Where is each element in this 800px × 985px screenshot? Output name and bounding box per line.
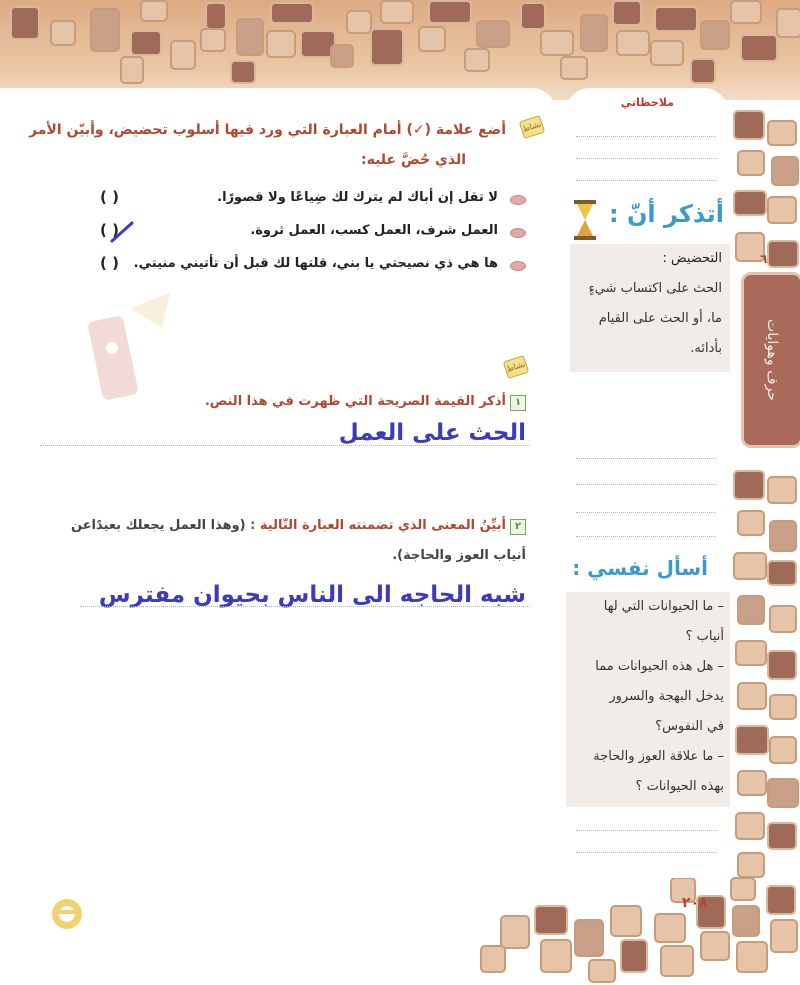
decorative-tile	[520, 2, 546, 30]
decorative-tile	[620, 939, 648, 973]
decorative-tile	[346, 10, 372, 34]
notes-line	[576, 852, 716, 853]
decorative-tile	[733, 552, 767, 580]
decorative-tile	[735, 812, 765, 840]
decorative-tile	[654, 6, 698, 32]
page-number: ٢٠٨	[682, 895, 708, 911]
bullet-icon	[510, 261, 526, 271]
decorative-tile	[767, 560, 797, 586]
chapter-tab-label: حرف وهوايات	[764, 319, 780, 401]
decorative-tile	[771, 156, 799, 186]
decorative-tile	[540, 939, 572, 973]
decorative-tile	[769, 520, 797, 552]
ask-title: أسأل نفسي :	[572, 556, 708, 580]
question-1: ١أذكر القيمة الصريحة التي ظهرت في هذا النص.	[106, 394, 526, 411]
answer-2[interactable]: شبه الحاجه الى الناس بحيوان مفترس	[98, 582, 526, 608]
pencil-badge-icon: نشاط	[503, 355, 529, 379]
hourglass-icon	[570, 198, 600, 242]
decorative-tile	[769, 736, 797, 764]
decorative-tile	[330, 44, 354, 68]
checkbox-parentheses[interactable]: ( )	[100, 188, 119, 206]
decorative-tile	[660, 945, 694, 977]
decorative-tile	[730, 877, 756, 901]
decorative-tile	[737, 595, 765, 625]
notes-label: ملاحظاتي	[620, 96, 674, 109]
decorative-tile	[733, 190, 767, 216]
decorative-tile	[380, 0, 414, 24]
list-item: ها هي ذي نصيحتي يا بني، قلتها لك قبل أن تأتيني منيتي. ( )	[40, 256, 526, 278]
decorative-tile	[736, 941, 768, 973]
notes-sidebar	[566, 88, 728, 878]
decorative-tile	[776, 8, 800, 38]
decorative-tile	[10, 6, 40, 40]
decorative-tile	[767, 196, 797, 224]
decorative-tile	[767, 476, 797, 504]
decorative-tile	[735, 640, 767, 666]
chapter-number: ٦	[760, 252, 768, 266]
answer-line	[40, 445, 530, 446]
remember-title: أتذكر أنّ :	[608, 200, 724, 228]
decorative-tile	[770, 919, 798, 953]
decorative-tile	[737, 510, 765, 536]
decorative-tile	[476, 20, 510, 48]
notes-line	[576, 180, 716, 181]
answer-line	[80, 606, 530, 607]
notes-line	[576, 158, 716, 159]
decorative-tile	[767, 822, 797, 850]
decorative-tile	[740, 34, 778, 62]
notes-line	[576, 512, 716, 513]
decorative-tile	[700, 20, 730, 50]
list-item: لا تقل إن أباك لم يترك لك ضِياعًا ولا قصورًا. ( )	[40, 190, 526, 212]
exercise-header: أضع علامة (✓) أمام العبارة التي ورد فيها أسلوب تحضيض، وأبيّن الأمر	[29, 122, 506, 138]
decorative-tile	[540, 30, 574, 56]
decorative-tile	[236, 18, 264, 56]
decorative-tile	[370, 28, 404, 66]
decorative-tile	[574, 919, 604, 957]
decorative-tile	[428, 0, 472, 24]
remember-note: التحضيض : الحث على اكتساب شيءٍ ما، أو الحث على القيام بأدائه.	[570, 244, 730, 372]
bullet-icon	[510, 228, 526, 238]
decorative-tile	[130, 30, 162, 56]
decorative-tile	[767, 120, 797, 146]
decorative-tile	[733, 470, 765, 500]
decorative-tile	[733, 110, 765, 140]
checkbox-parentheses[interactable]: ( )	[100, 254, 119, 272]
decorative-tile	[767, 778, 799, 808]
question-2-continued: أنياب العوز والحاجة).	[392, 548, 526, 563]
decorative-tile	[560, 56, 588, 80]
notes-line	[576, 830, 716, 831]
decorative-tile	[610, 905, 642, 937]
decorative-tile	[170, 40, 196, 70]
decorative-tile	[90, 8, 120, 52]
notes-line	[576, 136, 716, 137]
notes-line	[576, 484, 716, 485]
decorative-tile	[140, 0, 168, 22]
decorative-tiles-right	[727, 100, 800, 880]
decorative-tile	[200, 28, 226, 52]
main-panel	[0, 88, 556, 878]
decorative-tile	[732, 905, 760, 937]
exercise-header-continued: الذي حُضَّ عليه:	[361, 152, 466, 168]
chapter-tab	[741, 272, 800, 448]
decorative-tile	[769, 605, 797, 633]
decorative-tiles-bottom	[470, 875, 800, 985]
decorative-tile	[266, 30, 296, 58]
decorative-tile	[616, 30, 650, 56]
decorative-tile	[500, 915, 530, 949]
decorative-tile	[612, 0, 642, 26]
checkmark-stroke-icon	[108, 219, 138, 245]
decorative-tile	[270, 2, 314, 24]
question-2: ٢أبيِّنُ المعنى الذي تضمنته العبارة التّالية : (وهذا العمل يجعلك بعيدًاعن	[46, 518, 526, 535]
decorative-tile	[737, 770, 767, 796]
decorative-tile	[690, 58, 716, 84]
bullet-icon	[510, 195, 526, 205]
decorative-tile	[767, 240, 799, 268]
decorative-tile	[737, 150, 765, 176]
decorative-tile	[700, 931, 730, 961]
decorative-tile	[737, 682, 767, 710]
decorative-tile	[205, 2, 227, 30]
decorative-tile	[418, 26, 446, 52]
decorative-tile	[534, 905, 568, 935]
publisher-logo-icon	[48, 888, 86, 932]
checkbox-parentheses[interactable]: ( )	[100, 221, 119, 239]
notes-line	[576, 458, 716, 459]
decorative-tile	[580, 14, 608, 52]
pencil-character-watermark-icon	[70, 288, 180, 438]
decorative-tile	[735, 725, 769, 755]
decorative-tile	[766, 885, 796, 915]
decorative-tile	[120, 56, 144, 84]
decorative-tile	[50, 20, 76, 46]
ask-note: – ما الحيوانات التي لها أنياب ؟ – هل هذه الحيوانات مما يدخل البهجة والسرور في النفوس؟ – ما علاقة العوز والحاجة بهذه الحيوانات ؟	[566, 592, 730, 807]
answer-1[interactable]: الحث على العمل	[338, 420, 526, 446]
decorative-tile	[480, 945, 506, 973]
pencil-badge-icon: نشاط	[519, 115, 545, 139]
decorative-tile	[230, 60, 256, 84]
decorative-tile	[588, 959, 616, 983]
decorative-tile	[650, 40, 684, 66]
notes-line	[576, 536, 716, 537]
decorative-tile	[730, 0, 762, 24]
decorative-tile	[654, 913, 686, 943]
decorative-tile	[769, 694, 797, 720]
decorative-tile	[464, 48, 490, 72]
decorative-tile	[767, 650, 797, 680]
list-item: العمل شرف، العمل كسب، العمل ثروة. ( )	[40, 223, 526, 245]
